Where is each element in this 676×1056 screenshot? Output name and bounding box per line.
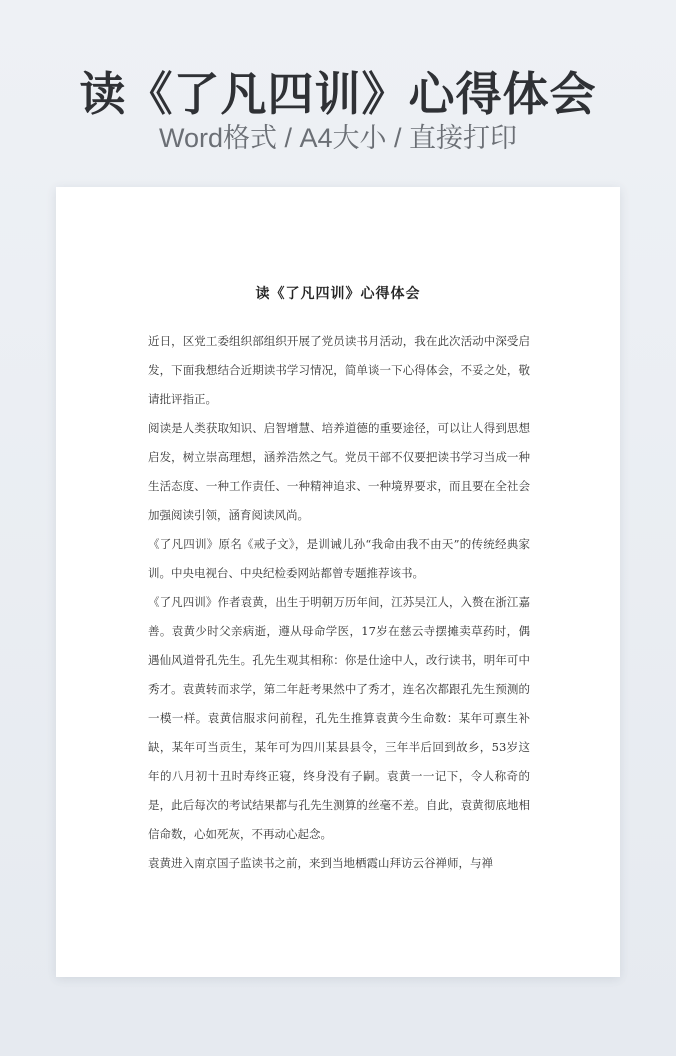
paragraph-3: 《了凡四训》原名《戒子文》，是训诫儿孙“我命由我不由天”的传统经典家训。中央电视台、中央纪检委网站都曾专题推荐该书。 [148,537,530,580]
banner-subtitle: Word格式 / A4大小 / 直接打印 [158,123,518,153]
document-title: 读《了凡四训》心得体会 [255,286,421,302]
banner-title: 读《了凡四训》心得体会 [79,67,597,121]
paragraph-2: 阅读是人类获取知识、启智增慧、培养道德的重要途径，可以让人得到思想启发，树立崇高理想，涵养浩然之气。党员干部不仅要把读书学习当成一种生活态度、一种工作责任、一种精神追求、一种境界要求，而且要在全社会加强阅读引领，涵育阅读风尚。 [148,421,530,522]
document-page [56,187,620,977]
document-body [148,327,530,878]
paragraph-5: 袁黄进入南京国子监读书之前，来到当地栖霞山拜访云谷禅师，与禅 [148,856,493,870]
paragraph-4: 《了凡四训》作者袁黄，出生于明朝万历年间，江苏吴江人，入赘在浙江嘉善。袁黄少时父亲病逝，遵从母命学医，17岁在慈云寺摆摊卖草药时，偶遇仙风道骨孔先生。孔先生观其相称：你是仕途中人，改行读书，明年可中秀才。袁黄转而求学，第二年赶考果然中了秀才，连名次都跟孔先生预测的一模一样。袁黄信服求问前程，孔先生推算袁黄今生命数：某年可禀生补缺，某年可当贡生，某年可为四川某县县令，三年半后回到故乡，53岁这年的八月初十丑时寿终正寝，终身没有子嗣。袁黄一一记下，令人称奇的是，此后每次的考试结果都与孔先生测算的丝毫不差。自此，袁黄彻底地相信命数，心如死灰，不再动心起念。 [148,595,530,841]
paragraph-1: 近日，区党工委组织部组织开展了党员读书月活动，我在此次活动中深受启发，下面我想结合近期读书学习情况，简单谈一下心得体会，不妥之处，敬请批评指正。 [148,334,530,406]
